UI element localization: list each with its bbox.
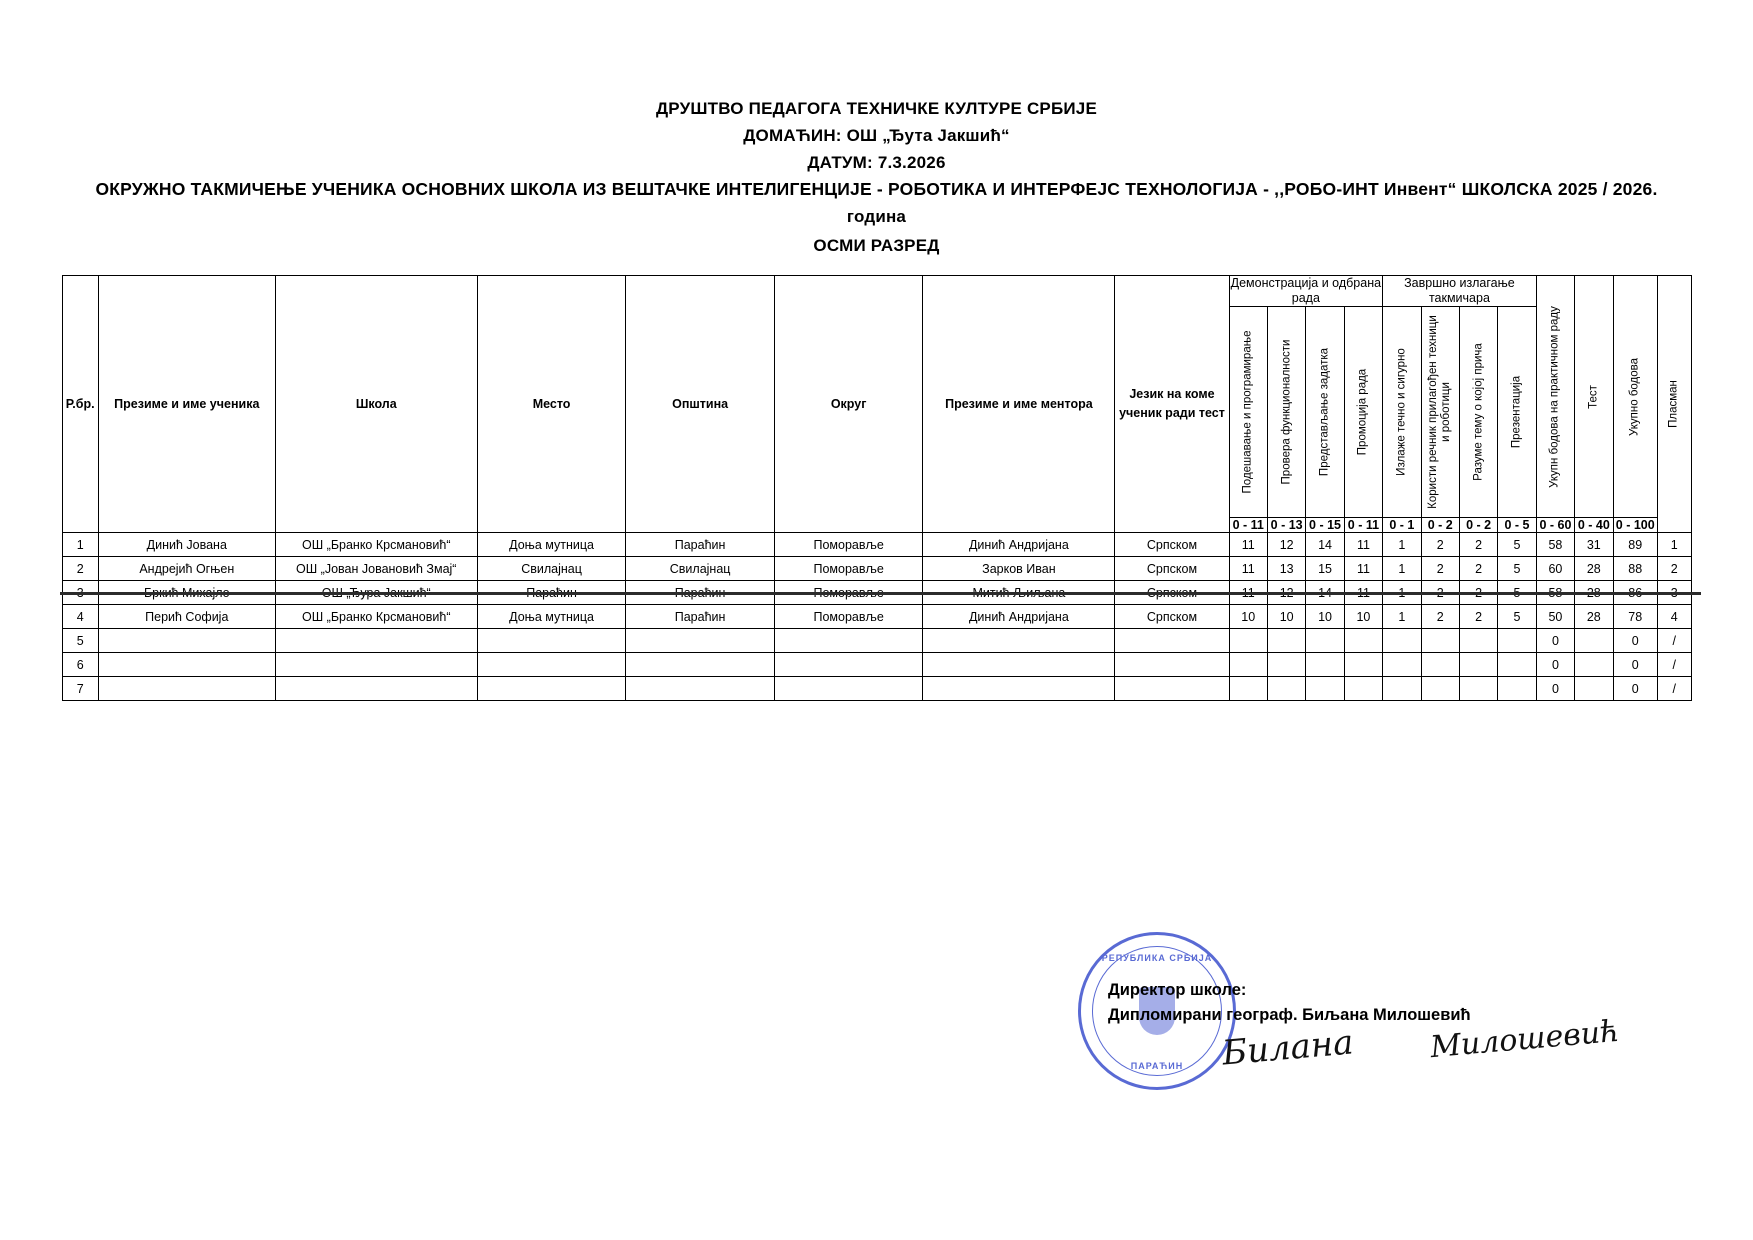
cell-language: Српском [1115,605,1229,629]
row-separator-line [60,592,1701,595]
table-header-row-1 [62,276,1691,307]
cell-score [1459,629,1497,653]
cell-score [1306,653,1344,677]
col-header-test: Тест [1575,276,1613,518]
range-work-promotion: 0 - 11 [1344,518,1382,533]
results-table [62,275,1692,701]
cell-student: Динић Јована [98,533,275,557]
cell-district [774,677,923,701]
cell-student [98,677,275,701]
cell-score [1498,629,1536,653]
table-row [62,557,1691,581]
cell-test [1575,677,1613,701]
cell-score: 2 [1421,557,1459,581]
range-topic-understanding: 0 - 2 [1459,518,1497,533]
table-row [62,629,1691,653]
cell-rb: 7 [62,677,98,701]
cell-score: 10 [1344,605,1382,629]
cell-municipality: Параћин [626,605,775,629]
cell-place: Доња мутница [477,533,626,557]
col-header-mentor: Презиме и име ментора [923,276,1115,533]
cell-test [1575,653,1613,677]
cell-score [1421,653,1459,677]
range-practical-total: 0 - 60 [1536,518,1574,533]
cell-score: 10 [1306,605,1344,629]
cell-score: 1 [1383,533,1421,557]
cell-mentor [923,677,1115,701]
cell-rb: 5 [62,629,98,653]
cell-municipality: Свилајнац [626,557,775,581]
cell-place: Доња мутница [477,605,626,629]
cell-score [1229,629,1267,653]
col-header-technical-vocabulary: Користи речник прилагођен техници и роботици [1421,307,1459,518]
cell-score: 5 [1498,605,1536,629]
cell-score [1344,653,1382,677]
handwritten-signature-first: Билана [1220,1022,1355,1074]
cell-school [275,677,477,701]
col-header-language: Језик на коме ученик ради тест [1115,276,1229,533]
cell-school: ОШ „Јован Јовановић Змај“ [275,557,477,581]
cell-test [1575,629,1613,653]
cell-test: 31 [1575,533,1613,557]
cell-score [1229,653,1267,677]
group-header-demonstration: Демонстрација и одбрана рада [1230,276,1382,305]
cell-score [1498,677,1536,701]
col-header-fluent-confident: Излаже течно и сигурно [1383,307,1421,518]
organization-title: ДРУШТВО ПЕДАГОГА ТЕХНИЧКЕ КУЛТУРЕ СРБИЈЕ [655,99,1098,118]
range-task-presentation: 0 - 15 [1306,518,1344,533]
cell-place: Свилајнац [477,557,626,581]
cell-district [774,629,923,653]
table-body [62,533,1691,701]
cell-practical-total: 60 [1536,557,1574,581]
cell-language: Српском [1115,557,1229,581]
cell-municipality [626,677,775,701]
col-header-school: Школа [275,276,477,533]
cell-rank: 1 [1657,533,1691,557]
cell-district [774,653,923,677]
cell-score: 10 [1229,605,1267,629]
cell-score: 14 [1306,533,1344,557]
cell-total: 89 [1613,533,1657,557]
handwritten-signature-second: Милошевић [1428,1013,1621,1066]
cell-test: 28 [1575,557,1613,581]
cell-score: 2 [1459,533,1497,557]
cell-score [1383,653,1421,677]
cell-rank: / [1657,629,1691,653]
range-technical-vocabulary: 0 - 2 [1421,518,1459,533]
director-name: Дипломирани географ. Биљана Милошевић [1108,1006,1471,1024]
col-header-topic-understanding: Разуме тему о којој прича [1459,307,1497,518]
col-header-setup-programming: Подешавање и програмирање [1229,307,1267,518]
cell-practical-total: 0 [1536,629,1574,653]
cell-score [1383,629,1421,653]
range-total: 0 - 100 [1613,518,1657,533]
cell-score: 2 [1421,605,1459,629]
col-header-rank: Пласман [1657,276,1691,533]
range-functionality-check: 0 - 13 [1267,518,1305,533]
stamp-bottom-text: ПАРАЋИН [1130,1061,1184,1071]
cell-rank: 4 [1657,605,1691,629]
cell-score [1306,677,1344,701]
col-header-district: Округ [774,276,923,533]
cell-score: 5 [1498,557,1536,581]
range-presentation: 0 - 5 [1498,518,1536,533]
cell-rb: 4 [62,605,98,629]
cell-score: 1 [1383,557,1421,581]
cell-district: Поморавље [774,533,923,557]
group-header-final-presentation: Завршно излагање такмичара [1383,276,1537,307]
cell-total: 88 [1613,557,1657,581]
table-row [62,605,1691,629]
cell-language [1115,629,1229,653]
cell-mentor: Динић Андријана [923,533,1115,557]
cell-total: 78 [1613,605,1657,629]
cell-school [275,653,477,677]
cell-student: Андрејић Огњен [98,557,275,581]
cell-score [1421,677,1459,701]
cell-score [1459,677,1497,701]
cell-score: 11 [1344,557,1382,581]
cell-student [98,629,275,653]
cell-mentor: Динић Андријана [923,605,1115,629]
grade-line: ОСМИ РАЗРЕД [813,236,940,255]
cell-score [1459,653,1497,677]
cell-test: 28 [1575,605,1613,629]
cell-practical-total: 58 [1536,533,1574,557]
cell-score [1498,653,1536,677]
stamp-top-text: РЕПУБЛИКА СРБИЈА [1101,953,1213,963]
col-header-municipality: Општина [626,276,775,533]
cell-score [1229,677,1267,701]
cell-school: ОШ „Бранко Крсмановић“ [275,605,477,629]
cell-rank: / [1657,653,1691,677]
range-setup-programming: 0 - 11 [1229,518,1267,533]
cell-district: Поморавље [774,605,923,629]
cell-school [275,629,477,653]
cell-language [1115,677,1229,701]
col-header-place: Место [477,276,626,533]
cell-score [1421,629,1459,653]
cell-score: 15 [1306,557,1344,581]
col-header-work-promotion: Промоција рада [1344,307,1382,518]
cell-practical-total: 0 [1536,677,1574,701]
cell-language [1115,653,1229,677]
cell-score [1344,629,1382,653]
cell-score: 2 [1421,533,1459,557]
cell-municipality [626,653,775,677]
year-word: година [846,207,907,226]
col-header-presentation: Презентација [1498,307,1536,518]
range-test: 0 - 40 [1575,518,1613,533]
cell-score: 11 [1229,533,1267,557]
cell-student [98,653,275,677]
cell-place [477,629,626,653]
cell-district: Поморавље [774,557,923,581]
cell-score: 1 [1383,605,1421,629]
cell-municipality: Параћин [626,533,775,557]
document-header [60,95,1693,259]
table-row [62,533,1691,557]
cell-rb: 2 [62,557,98,581]
cell-school: ОШ „Бранко Крсмановић“ [275,533,477,557]
cell-score [1306,629,1344,653]
cell-practical-total: 50 [1536,605,1574,629]
host-line: ДОМАЋИН: ОШ „Ђута Јакшић“ [743,126,1010,145]
cell-score: 11 [1344,533,1382,557]
col-header-task-presentation: Представљање задатка [1306,307,1344,518]
cell-score: 12 [1267,533,1305,557]
director-label: Директор школе: [1108,981,1247,999]
cell-mentor [923,653,1115,677]
range-fluent-confident: 0 - 1 [1383,518,1421,533]
cell-score: 13 [1267,557,1305,581]
date-line: ДАТУМ: 7.3.2026 [807,153,946,172]
cell-language: Српском [1115,533,1229,557]
cell-rank: / [1657,677,1691,701]
cell-score: 10 [1267,605,1305,629]
cell-score: 11 [1229,557,1267,581]
cell-total: 0 [1613,677,1657,701]
cell-total: 0 [1613,629,1657,653]
cell-municipality [626,629,775,653]
cell-place [477,653,626,677]
cell-rb: 1 [62,533,98,557]
col-header-total: Укупно бодова [1613,276,1657,518]
competition-title: ОКРУЖНО ТАКМИЧЕЊЕ УЧЕНИКА ОСНОВНИХ ШКОЛА ИЗ ВЕШТАЧКЕ ИНТЕЛИГЕНЦИЈЕ - РОБОТИКА И ИНТЕРФЕЈС ТЕХНОЛОГИЈА - ,,РОБО-ИНТ Инвент“ ШКОЛСКА 2025 / 2026. [95,179,1658,199]
cell-score [1267,629,1305,653]
col-header-practical-total: Укупн бодова на практичном раду [1536,276,1574,518]
col-header-functionality-check: Провера функционалности [1267,307,1305,518]
cell-mentor: Зарков Иван [923,557,1115,581]
cell-score [1383,677,1421,701]
cell-score: 2 [1459,557,1497,581]
cell-score: 2 [1459,605,1497,629]
table-row [62,677,1691,701]
cell-student: Перић Софија [98,605,275,629]
cell-rank: 2 [1657,557,1691,581]
col-header-rb: Р.бр. [62,276,98,533]
table-row [62,653,1691,677]
cell-score [1267,677,1305,701]
cell-rb: 6 [62,653,98,677]
cell-total: 0 [1613,653,1657,677]
cell-score [1267,653,1305,677]
cell-mentor [923,629,1115,653]
col-header-student: Презиме и име ученика [98,276,275,533]
cell-practical-total: 0 [1536,653,1574,677]
cell-place [477,677,626,701]
cell-score [1344,677,1382,701]
cell-score: 5 [1498,533,1536,557]
